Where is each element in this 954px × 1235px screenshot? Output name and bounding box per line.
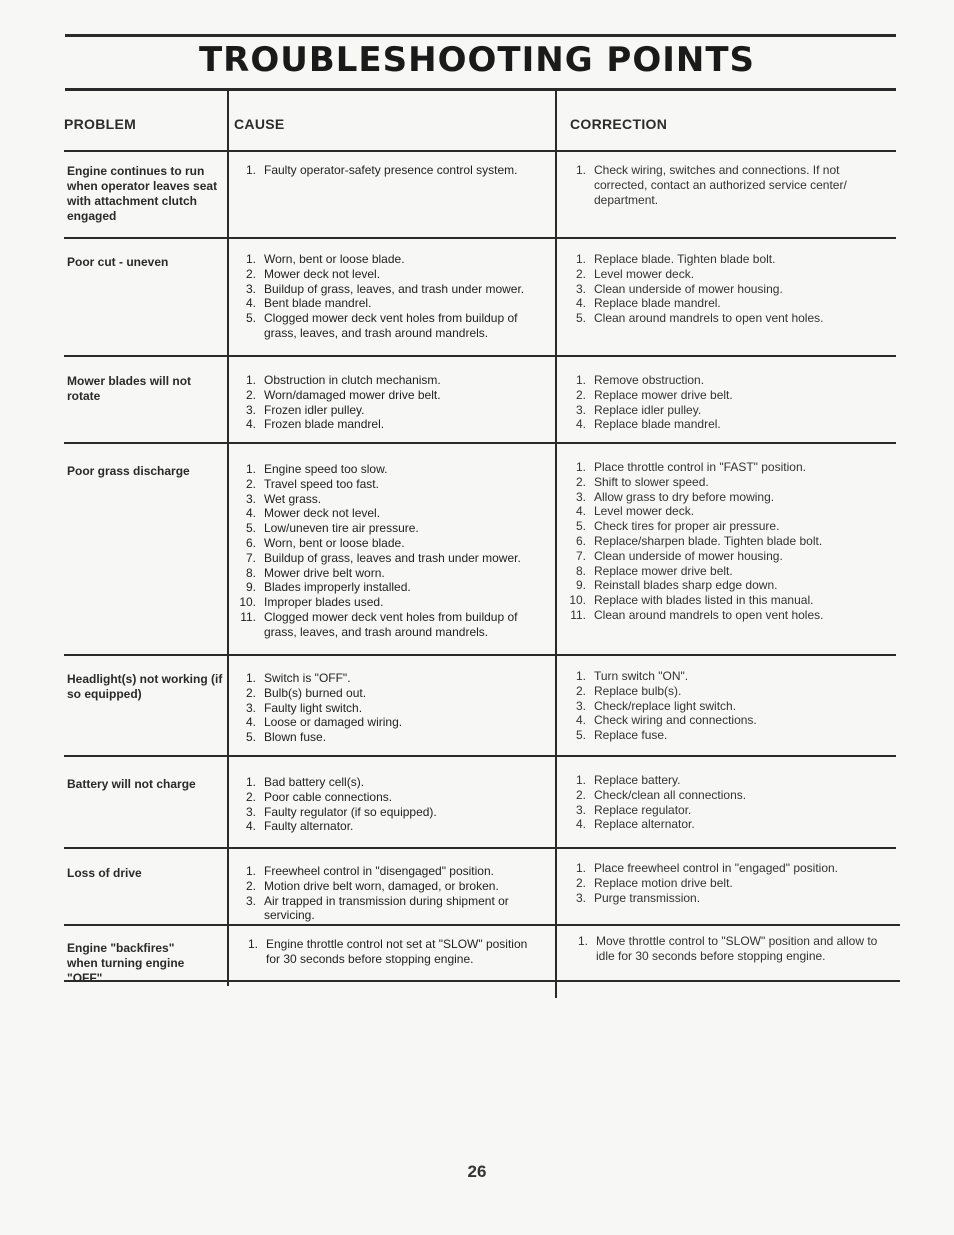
item-number: 8. — [575, 563, 586, 578]
problem-label: Engine continues to run when operator leaves seat with attachment clutch engaged — [67, 164, 218, 223]
item-text: Check/replace light switch. — [594, 698, 737, 713]
item-number: 3. — [575, 698, 586, 713]
item-text: Turn switch "ON". — [594, 669, 689, 683]
list-item — [564, 490, 884, 505]
item-text: Check wiring and connections. — [594, 713, 757, 728]
item-text: Mower drive belt worn. — [264, 565, 385, 580]
item-number: 4. — [245, 506, 256, 521]
item-text: Place freewheel control in "engaged" position. — [594, 861, 839, 875]
item-text: Clean around mandrels to open vent holes. — [594, 607, 824, 622]
item-text: Bad battery cell(s). — [264, 775, 365, 789]
item-number: 3. — [575, 489, 586, 504]
list-item — [564, 296, 884, 311]
item-text: Motion drive belt worn, damaged, or broken. — [264, 878, 499, 893]
list-item — [234, 566, 534, 581]
list-item — [564, 861, 884, 876]
problem-label: Mower blades will not rotate — [67, 374, 192, 403]
item-text: Worn, bent or loose blade. — [264, 535, 405, 550]
list-item — [234, 252, 534, 267]
problem-label: Poor grass discharge — [67, 464, 190, 478]
item-number: 11. — [240, 609, 256, 624]
header-correction: CORRECTION — [570, 116, 668, 132]
item-number: 2. — [575, 875, 586, 890]
item-text: Mower deck not level. — [264, 266, 381, 281]
list-item — [234, 536, 534, 551]
item-number: 1. — [575, 773, 586, 787]
top-rule — [65, 34, 896, 37]
item-text: Replace regulator. — [594, 802, 692, 817]
list-item — [234, 477, 534, 492]
item-number: 4. — [245, 417, 256, 432]
item-text: Replace alternator. — [594, 817, 695, 832]
item-text: Reinstall blades sharp edge down. — [594, 578, 778, 593]
item-text: Clean underside of mower housing. — [594, 548, 783, 563]
item-number: 9. — [245, 580, 256, 595]
list-item — [564, 684, 884, 699]
item-number: 1. — [245, 775, 256, 789]
list-item — [566, 934, 886, 964]
item-text: Air trapped in transmission during shipment or servicing. — [264, 893, 509, 923]
list-item — [234, 730, 534, 745]
item-number: 1. — [575, 163, 586, 177]
list-item — [564, 608, 884, 623]
item-text: Purge transmission. — [594, 890, 701, 905]
item-number: 1. — [575, 669, 586, 683]
item-text: Check wiring, switches and connections. If not corrected, contact an authorized service center/ department. — [594, 163, 847, 207]
list-item — [234, 506, 534, 521]
correction-list — [564, 861, 884, 905]
list-item — [234, 163, 534, 178]
list-item — [234, 701, 534, 716]
cause-list — [234, 864, 524, 923]
list-item — [564, 669, 884, 684]
item-number: 3. — [245, 804, 256, 819]
item-number: 2. — [575, 474, 586, 489]
item-number: 9. — [575, 578, 586, 593]
list-item — [234, 551, 534, 566]
list-item — [234, 775, 534, 790]
list-item — [564, 373, 884, 388]
list-item — [234, 403, 534, 418]
row-divider — [64, 355, 896, 357]
item-number: 4. — [575, 296, 586, 311]
item-text: Frozen blade mandrel. — [264, 417, 385, 432]
list-item — [564, 773, 884, 788]
item-text: Obstruction in clutch mechanism. — [264, 373, 441, 387]
item-number: 2. — [575, 683, 586, 698]
list-item — [564, 728, 884, 743]
item-text: Blown fuse. — [264, 730, 327, 745]
item-number: 10. — [569, 593, 586, 608]
item-text: Bent blade mandrel. — [264, 296, 372, 311]
item-number: 4. — [245, 715, 256, 730]
item-text: Frozen idler pulley. — [264, 402, 365, 417]
item-text: Travel speed too fast. — [264, 476, 379, 491]
list-item — [234, 879, 524, 894]
header-cause: CAUSE — [234, 116, 285, 132]
item-text: Replace mower drive belt. — [594, 563, 733, 578]
item-number: 5. — [245, 311, 256, 326]
list-item — [234, 790, 534, 805]
item-number: 3. — [575, 281, 586, 296]
item-number: 2. — [575, 266, 586, 281]
cause-list — [236, 937, 536, 967]
item-number: 4. — [575, 817, 586, 832]
item-text: Replace with blades listed in this manual. — [594, 593, 814, 608]
item-text: Replace blade mandrel. — [594, 296, 721, 311]
list-item — [564, 564, 884, 579]
item-text: Faulty alternator. — [264, 819, 354, 834]
item-text: Replace bulb(s). — [594, 683, 682, 698]
list-item — [564, 519, 884, 534]
item-text: Freewheel control in "disengaged" position. — [264, 864, 494, 878]
correction-list — [564, 460, 884, 623]
item-text: Worn, bent or loose blade. — [264, 252, 405, 266]
cause-list — [234, 671, 534, 745]
correction-list — [564, 773, 884, 832]
item-number: 1. — [245, 252, 256, 266]
row-divider — [64, 150, 896, 152]
item-text: Clean around mandrels to open vent holes. — [594, 311, 824, 326]
item-number: 4. — [245, 819, 256, 834]
item-text: Engine speed too slow. — [264, 462, 388, 476]
row-divider — [64, 654, 896, 656]
problem-label: Battery will not charge — [67, 777, 196, 791]
item-text: Move throttle control to "SLOW" position and allow to idle for 30 seconds before stopping engine. — [596, 934, 878, 963]
list-item — [234, 894, 524, 924]
item-number: 2. — [245, 685, 256, 700]
item-text: Loose or damaged wiring. — [264, 715, 403, 730]
item-number: 6. — [575, 533, 586, 548]
item-number: 5. — [575, 728, 586, 743]
cause-list — [234, 775, 534, 834]
item-number: 3. — [575, 890, 586, 905]
list-item — [564, 549, 884, 564]
page-title: TROUBLESHOOTING POINTS — [198, 40, 756, 80]
item-text: Worn/damaged mower drive belt. — [264, 387, 441, 402]
item-text: Replace fuse. — [594, 728, 668, 743]
item-number: 2. — [575, 787, 586, 802]
list-item — [234, 580, 534, 595]
list-item — [564, 534, 884, 549]
item-number: 5. — [245, 521, 256, 536]
item-text: Buildup of grass, leaves and trash under mower. — [264, 550, 521, 565]
list-item — [236, 937, 536, 967]
item-text: Blades improperly installed. — [264, 580, 411, 595]
problem-label: Loss of drive — [67, 866, 142, 880]
item-number: 2. — [245, 266, 256, 281]
item-number: 1. — [575, 252, 586, 266]
list-item — [234, 296, 534, 311]
item-text: Buildup of grass, leaves, and trash under mower. — [264, 281, 525, 296]
row-divider — [64, 847, 896, 849]
list-item — [564, 504, 884, 519]
list-item — [234, 805, 534, 820]
list-item — [564, 699, 884, 714]
list-item — [564, 788, 884, 803]
item-number: 7. — [575, 548, 586, 563]
list-item — [564, 803, 884, 818]
item-text: Clean underside of mower housing. — [594, 281, 783, 296]
page-number: 26 — [467, 1162, 487, 1181]
problem-label: Engine "backfires" when turning engine "OFF" — [67, 941, 185, 985]
item-number: 4. — [575, 417, 586, 432]
list-item — [234, 492, 534, 507]
correction-list — [566, 934, 886, 964]
item-text: Replace/sharpen blade. Tighten blade bolt. — [594, 533, 823, 548]
item-number: 4. — [575, 504, 586, 519]
item-number: 8. — [245, 565, 256, 580]
column-divider-cause-correction — [555, 91, 557, 998]
item-text: Replace motion drive belt. — [594, 875, 733, 890]
item-number: 2. — [245, 789, 256, 804]
cause-list — [234, 373, 534, 432]
item-number: 1. — [575, 460, 586, 474]
cause-list — [234, 462, 534, 640]
item-number: 3. — [575, 402, 586, 417]
list-item — [234, 417, 534, 432]
item-number: 3. — [245, 700, 256, 715]
list-item — [564, 578, 884, 593]
item-number: 1. — [575, 861, 586, 875]
item-number: 1. — [245, 864, 256, 878]
item-number: 6. — [245, 535, 256, 550]
item-number: 5. — [245, 730, 256, 745]
item-text: Wet grass. — [264, 491, 322, 506]
header-problem: PROBLEM — [64, 116, 137, 132]
item-text: Faulty regulator (if so equipped). — [264, 804, 437, 819]
list-item — [564, 163, 864, 207]
list-item — [564, 817, 884, 832]
item-number: 2. — [245, 878, 256, 893]
cause-list — [234, 252, 534, 341]
item-text: Clogged mower deck vent holes from buildup of grass, leaves, and trash around mandrels. — [264, 311, 518, 340]
correction-list — [564, 669, 884, 743]
list-item — [234, 388, 534, 403]
row-divider — [64, 237, 896, 239]
item-text: Clogged mower deck vent holes from buildup of grass, leaves, and trash around mandrels. — [264, 609, 518, 639]
correction-list — [564, 252, 884, 326]
item-text: Switch is "OFF". — [264, 671, 351, 685]
list-item — [234, 686, 534, 701]
item-text: Low/uneven tire air pressure. — [264, 521, 419, 536]
item-text: Faulty operator-safety presence control system. — [264, 163, 518, 177]
item-number: 5. — [575, 519, 586, 534]
item-text: Shift to slower speed. — [594, 474, 709, 489]
item-number: 5. — [575, 311, 586, 326]
list-item — [234, 373, 534, 388]
item-text: Replace blade. Tighten blade bolt. — [594, 252, 776, 266]
item-number: 2. — [575, 387, 586, 402]
item-number: 2. — [245, 387, 256, 402]
item-text: Faulty light switch. — [264, 700, 363, 715]
item-text: Replace battery. — [594, 773, 681, 787]
item-text: Check tires for proper air pressure. — [594, 519, 780, 534]
list-item — [234, 671, 534, 686]
list-item — [564, 403, 884, 418]
item-text: Level mower deck. — [594, 504, 695, 519]
list-item — [564, 876, 884, 891]
item-text: Replace mower drive belt. — [594, 387, 733, 402]
item-number: 3. — [575, 802, 586, 817]
item-number: 1. — [245, 163, 256, 177]
item-number: 1. — [247, 937, 258, 951]
list-item — [234, 610, 534, 640]
row-divider — [64, 755, 896, 757]
item-number: 3. — [245, 893, 256, 908]
list-item — [234, 521, 534, 536]
item-number: 4. — [575, 713, 586, 728]
item-text: Bulb(s) burned out. — [264, 685, 367, 700]
item-number: 11. — [570, 607, 586, 622]
list-item — [234, 462, 534, 477]
column-divider-problem-cause — [227, 91, 229, 986]
list-item — [564, 282, 884, 297]
problem-label: Poor cut - uneven — [67, 255, 169, 269]
item-text: Mower deck not level. — [264, 506, 381, 521]
list-item — [564, 713, 884, 728]
item-number: 1. — [577, 934, 588, 948]
item-text: Check/clean all connections. — [594, 787, 747, 802]
cause-list — [234, 163, 534, 178]
list-item — [234, 267, 534, 282]
item-number: 1. — [245, 373, 256, 387]
item-text: Engine throttle control not set at "SLOW" position for 30 seconds before stopping engine. — [266, 937, 528, 966]
list-item — [234, 311, 534, 341]
list-item — [564, 311, 884, 326]
item-text: Improper blades used. — [264, 595, 384, 610]
list-item — [564, 891, 884, 906]
item-text: Remove obstruction. — [594, 373, 705, 387]
list-item — [564, 460, 884, 475]
list-item — [564, 593, 884, 608]
list-item — [234, 864, 524, 879]
list-item — [564, 252, 884, 267]
item-number: 1. — [245, 671, 256, 685]
item-text: Allow grass to dry before mowing. — [594, 489, 775, 504]
list-item — [564, 267, 884, 282]
item-number: 3. — [245, 491, 256, 506]
list-item — [234, 715, 534, 730]
list-item — [234, 819, 534, 834]
item-number: 2. — [245, 476, 256, 491]
list-item — [234, 282, 534, 297]
item-text: Replace idler pulley. — [594, 402, 702, 417]
list-item — [564, 417, 884, 432]
item-number: 1. — [575, 373, 586, 387]
item-number: 4. — [245, 296, 256, 311]
item-text: Level mower deck. — [594, 266, 695, 281]
row-divider — [64, 924, 900, 926]
correction-list — [564, 163, 864, 207]
item-text: Place throttle control in "FAST" position. — [594, 460, 806, 474]
correction-list — [564, 373, 884, 432]
list-item — [234, 595, 534, 610]
item-text: Replace blade mandrel. — [594, 417, 721, 432]
item-number: 3. — [245, 402, 256, 417]
item-number: 7. — [245, 550, 256, 565]
item-number: 1. — [245, 462, 256, 476]
list-item — [564, 388, 884, 403]
item-text: Poor cable connections. — [264, 789, 393, 804]
title-underline — [65, 88, 896, 91]
problem-label: Headlight(s) not working (if so equipped) — [67, 672, 223, 701]
list-item — [564, 475, 884, 490]
item-number: 10. — [239, 595, 256, 610]
item-number: 3. — [245, 281, 256, 296]
row-divider — [64, 442, 896, 444]
